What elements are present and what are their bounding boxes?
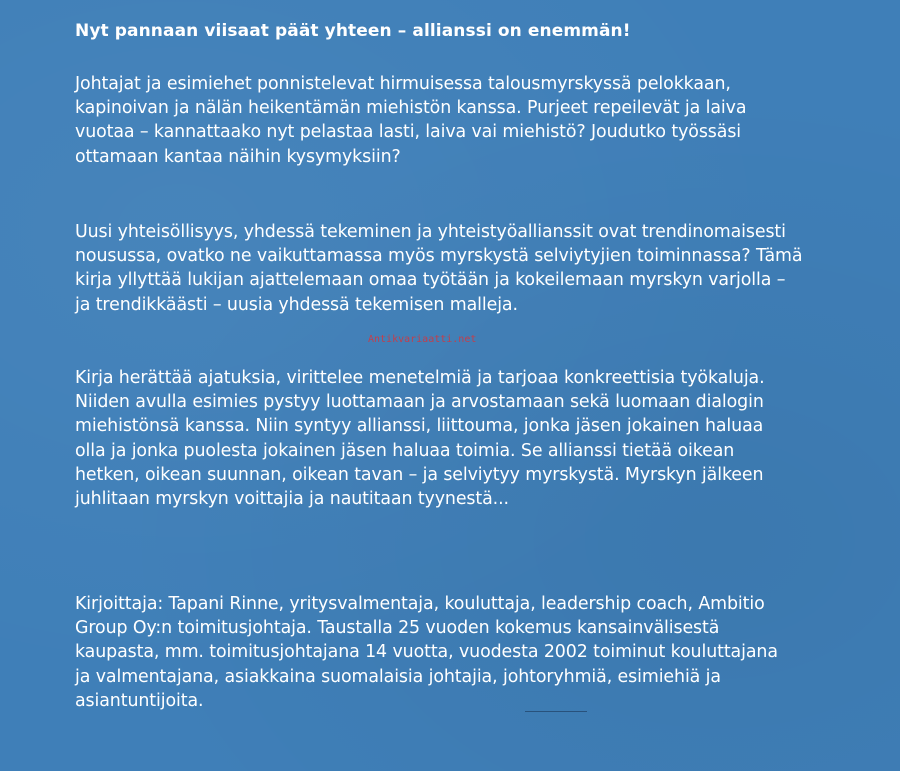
text-line: kirja yllyttää lukijan ajattelemaan omaa työtään ja kokeilemaan myrskyn varjolla – [75, 270, 786, 291]
text-line: asiantuntijoita. [75, 690, 204, 711]
paragraph-trend [75, 220, 880, 317]
text-line: hetken, oikean suunnan, oikean tavan – ja selviytyy myrskystä. Myrskyn jälkeen [75, 464, 764, 485]
scan-mark [525, 711, 587, 712]
text-line: Kirjoittaja: Tapani Rinne, yritysvalmentaja, kouluttaja, leadership coach, Ambitio [75, 594, 765, 614]
text-line: ottamaan kantaa näihin kysymyksiin? [75, 146, 401, 167]
text-line: Group Oy:n toimitusjohtaja. Taustalla 25 vuoden kokemus kansainvälisestä [75, 618, 720, 639]
watermark: Antikvariaatti.net [368, 334, 477, 345]
back-cover [75, 0, 875, 771]
text-line: kapinoivan ja nälän heikentämän miehistön kanssa. Purjeet repeilevät ja laiva [75, 98, 747, 119]
paragraph-author [75, 592, 880, 713]
text-line: Johtajat ja esimiehet ponnistelevat hirmuisessa talousmyrskyssä pelokkaan, [75, 74, 731, 94]
text-line: Uusi yhteisöllisyys, yhdessä tekeminen ja yhteistyöallianssit ovat trendinomaisesti [75, 222, 786, 242]
paragraph-book [75, 366, 880, 511]
text-line: miehistönsä kanssa. Niin syntyy allianssi, liittouma, jonka jäsen jokainen haluaa [75, 416, 764, 437]
text-line: nousussa, ovatko ne vaikuttamassa myös myrskystä selviytyjien toiminnassa? Tämä [75, 246, 803, 267]
text-line: Kirja herättää ajatuksia, virittelee menetelmiä ja tarjoaa konkreettisia työkaluja. [75, 368, 765, 388]
text-line: ja trendikkäästi – uusia yhdessä tekemisen malleja. [75, 294, 518, 315]
text-line: juhlitaan myrskyn voittajia ja nautitaan tyynestä... [75, 489, 509, 510]
paragraph-intro [75, 72, 880, 169]
text-line: Niiden avulla esimies pystyy luottamaan ja arvostamaan sekä luomaan dialogin [75, 392, 764, 413]
cover-heading: Nyt pannaan viisaat päät yhteen – allianssi on enemmän! [75, 21, 631, 41]
text-line: olla ja jonka puolesta jokainen jäsen haluaa toimia. Se allianssi tietää oikean [75, 440, 735, 461]
text-line: vuotaa – kannattaako nyt pelastaa lasti, laiva vai miehistö? Joudutko työssäsi [75, 122, 742, 143]
text-line: kaupasta, mm. toimitusjohtajana 14 vuotta, vuodesta 2002 toiminut kouluttajana [75, 642, 778, 663]
text-line: ja valmentajana, asiakkaina suomalaisia johtajia, johtoryhmiä, esimiehiä ja [75, 666, 721, 687]
